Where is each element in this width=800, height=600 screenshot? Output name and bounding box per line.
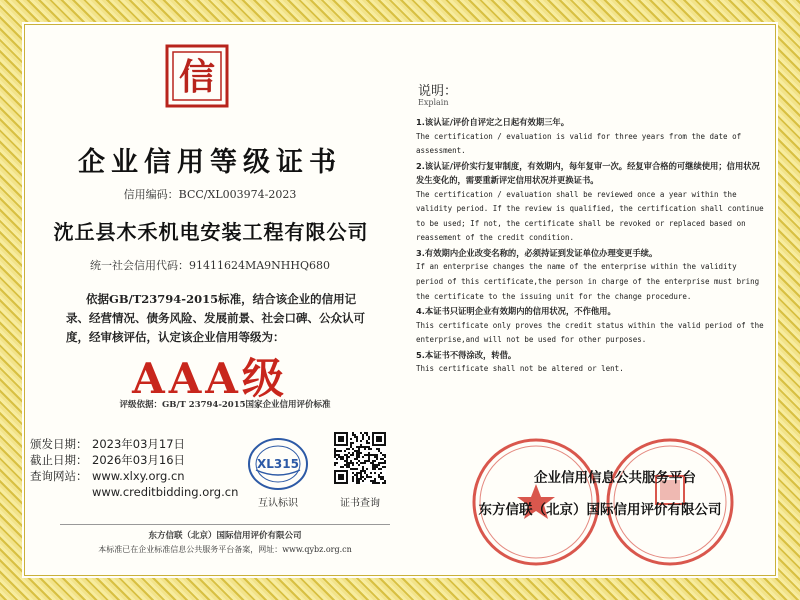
explain-list (416, 115, 768, 377)
issue-date-value: 2023年03月17日 (92, 437, 186, 451)
usci-value: 91411624MA9NHHQ680 (188, 259, 331, 272)
usci-label: 统一社会信用代码： (89, 259, 189, 272)
explain-item-5 (416, 348, 768, 377)
explain-item-en: This certificate only proves the credit status within the valid period of the enterprise,and will not be used for other purposes. (416, 320, 764, 345)
credit-code (60, 186, 360, 202)
explain-item-zh: 1.该认证/评价自评定之日起有效期三年。 (416, 117, 570, 127)
qr-code-icon[interactable] (334, 432, 386, 484)
explain-item-3 (416, 246, 768, 304)
credit-code-value: BCC/XL003974-2023 (178, 188, 297, 201)
qr-caption: 证书查询 (340, 498, 380, 509)
bottom-note: 本标准已在企业标准信息公共服务平台备案，网址：www.qybz.org.cn (98, 545, 352, 554)
explain-item-4 (416, 304, 768, 348)
explain-item-en: This certificate shall not be altered or lent. (416, 364, 624, 374)
expiry-date-value: 2026年03月16日 (92, 453, 186, 467)
issue-date-row (30, 436, 260, 452)
credit-grade: AAA级 (132, 354, 288, 403)
expiry-date-row (30, 452, 260, 468)
usci (60, 257, 360, 273)
issue-date-label: 颁发日期： (30, 437, 88, 451)
expiry-date-label: 截止日期： (30, 453, 88, 467)
xl315-badge-icon (246, 436, 310, 492)
explain-item-en: The certification / evaluation is valid for three years from the date of assessment. (416, 131, 742, 156)
certificate-title: 企业信用等级证书 (78, 147, 342, 178)
explain-item-zh: 4.本证书只证明企业有效期内的信用状况，不作他用。 (416, 306, 616, 317)
query-site-row-2 (30, 484, 260, 500)
bottom-organization: 东方信联（北京）国际信用评价有限公司 (60, 524, 390, 541)
issue-info (30, 436, 260, 500)
credit-code-label: 信用编码： (123, 188, 179, 201)
query-site-link-1[interactable]: www.xlxy.org.cn (92, 469, 185, 483)
explain-item-zh: 5.本证书不得涂改，转借。 (416, 349, 517, 360)
assessment-text: 依据GB/T23794-2015标准，结合该企业的信用记录、经营情况、债务风险、发展前景、社会口碑、公众认可度，经审核评估，认定该企业信用等级为： (66, 292, 365, 344)
credit-logo-icon (165, 44, 229, 108)
explain-item-en: The certification / evaluation shall be reviewed once a year within the validity period. If the review is qualified, the certification shall continue to be used; If not, the certificate shall be revoked or replaced based on reassement of the credit condition. (416, 189, 764, 243)
query-site-row (30, 468, 260, 484)
explain-item-1 (416, 115, 768, 159)
company-name: 沈丘县木禾机电安装工程有限公司 (53, 220, 369, 244)
badge-caption: 互认标识 (258, 498, 298, 509)
explain-item-zh: 3.有效期内企业改变名称的，必须持证到发证单位办理变更手续。 (416, 247, 658, 258)
explain-heading: 说明： (418, 84, 458, 99)
explain-item-2 (416, 159, 768, 246)
query-site-link-2[interactable]: www.creditbidding.org.cn (92, 485, 239, 499)
rating-basis: 评级依据：GB/T 23794-2015国家企业信用评价标准 (119, 400, 331, 410)
issuer-company: 东方信联（北京）国际信用评价有限公司 (478, 502, 722, 518)
badge-text: XL315 (257, 457, 299, 471)
explain-item-zh: 2.该认证/评价实行复审制度，有效期内，每年复审一次。经复审合格的可继续使用；信用状况发生变化的，需要重新评定信用状况并更换证书。 (416, 160, 760, 186)
explain-subheading: Explain (418, 98, 449, 107)
issuer-platform: 企业信用信息公共服务平台 (534, 470, 696, 486)
logo-glyph: 信 (178, 56, 216, 98)
explain-item-en: If an enterprise changes the name of the enterprise within the validity period of this certificate,the person in charge of the enterprise must bring the certificate to the issuing unit for the change procedure. (416, 262, 760, 301)
query-site-label: 查询网站： (30, 469, 88, 483)
